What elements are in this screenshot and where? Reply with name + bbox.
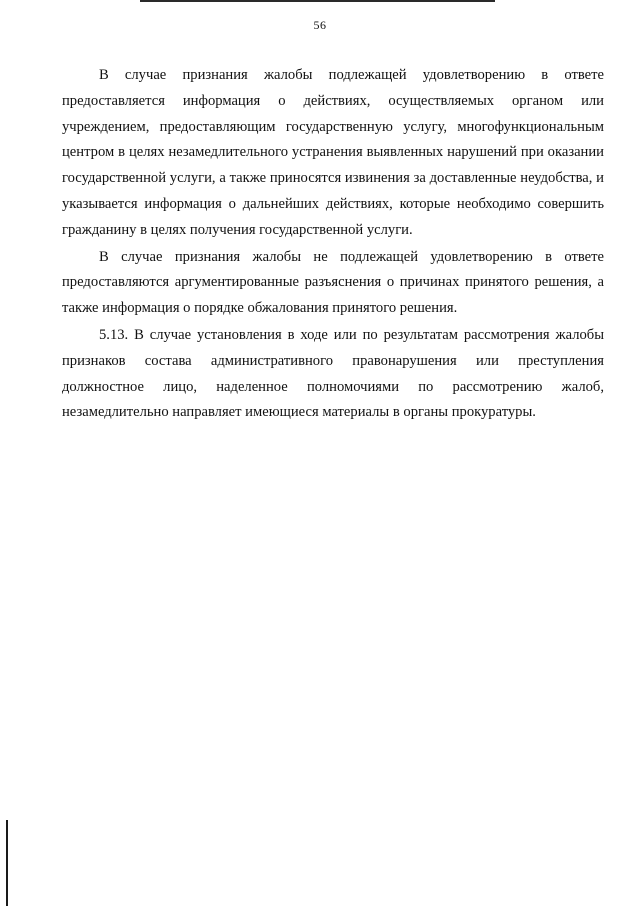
paragraph-5-13: 5.13. В случае установления в ходе или по результатам рассмотрения жалобы признаков состава административного правонарушения или преступления должностное лицо, наделенное полномочиями по рассмотрению жалоб, незамедлительно направляет имеющиеся материалы в органы прокуратуры.	[62, 326, 604, 421]
paragraph-complaint-satisfied: В случае признания жалобы подлежащей удовлетворению в ответе предоставляется информация о действиях, осуществляемых органом или учреждением, предоставляющим государственную услугу, многофункциональным центром в целях незамедлительного устранения выявленных нарушений при оказании государственной услуги, а также приносятся извинения за доставленные неудобства, и указывается информация о дальнейших действиях, которые необходимо совершить гражданину в целях получения государственной услуги.	[62, 67, 604, 238]
page-number: 56	[313, 18, 327, 32]
scan-edge-top	[140, 0, 495, 2]
document-body	[62, 63, 604, 426]
paragraph-complaint-rejected: В случае признания жалобы не подлежащей удовлетворению в ответе предоставляются аргументированные разъяснения о причинах принятого решения, а также информация о порядке обжалования принятого решения.	[62, 248, 604, 317]
scan-edge-left	[6, 820, 8, 906]
